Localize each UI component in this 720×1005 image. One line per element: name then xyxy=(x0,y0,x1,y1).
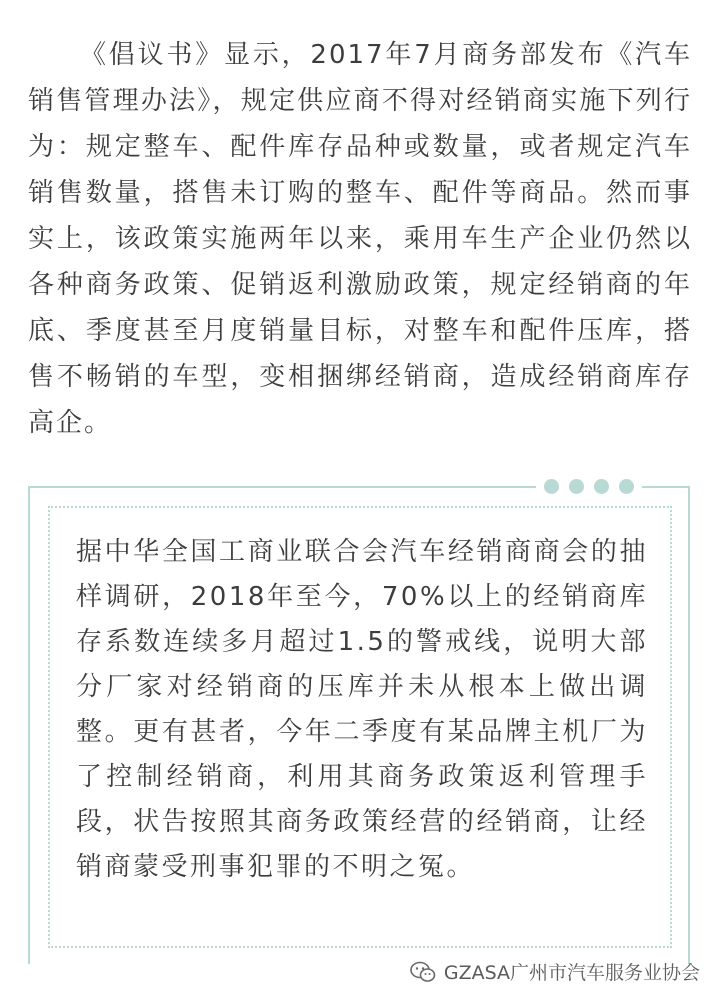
dot-icon xyxy=(594,479,609,494)
dot-icon xyxy=(544,479,559,494)
dot-icon xyxy=(569,479,584,494)
wechat-icon xyxy=(410,961,436,983)
decorative-dots xyxy=(536,479,642,494)
article-paragraph: 《倡议书》显示，2017年7月商务部发布《汽车销售管理办法》，规定供应商不得对经销商实施下列行为：规定整车、配件库存品种或数量，或者规定汽车销售数量，搭售未订购的整车、配件等商品。然而事实上，该政策实施两年以来，乘用车生产企业仍然以各种商务政策、促销返利激励政策，规定经销商的年底、季度甚至月度销量目标，对整车和配件压库，搭售不畅销的车型，变相捆绑经销商，造成经销商库存高企。 xyxy=(28,40,692,438)
quote-text: 据中华全国工商业联合会汽车经销商商会的抽样调研，2018年至今，70%以上的经销商库存系数连续多月超过1.5的警戒线，说明大部分厂家对经销商的压库并未从根本上做出调整。更有甚者，今年二季度有某品牌主机厂为了控制经销商，利用其商务政策返利管理手段，状告按照其商务政策经营的经销商，让经销商蒙受刑事犯罪的不明之冤。 xyxy=(76,537,648,882)
watermark-text: GZASA广州市汽车服务业协会 xyxy=(443,962,700,984)
watermark xyxy=(410,958,700,985)
dot-icon xyxy=(619,479,634,494)
